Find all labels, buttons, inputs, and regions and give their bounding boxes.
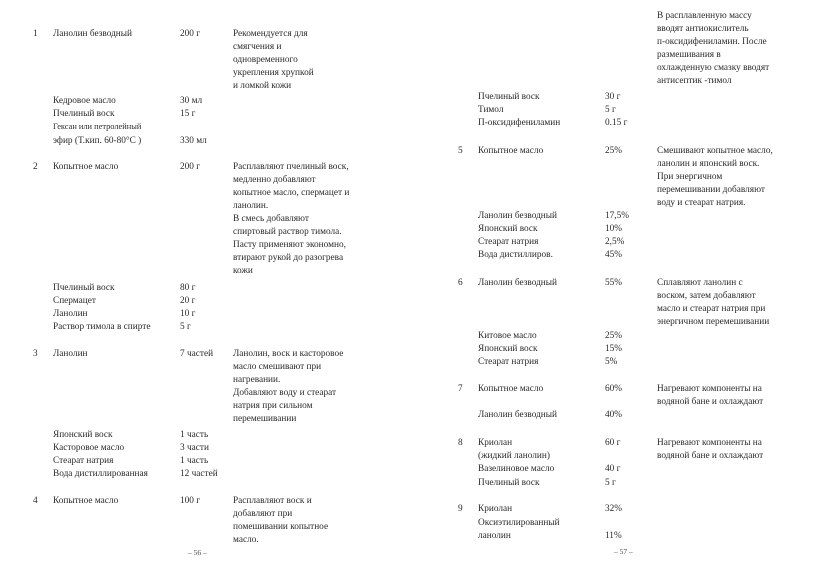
ingredient-amount: 60% (605, 384, 623, 394)
ingredient-name: Ланолин безводный (478, 410, 558, 420)
ingredient-amount: 25% (605, 146, 623, 156)
ingredient-name: Спермацет (53, 296, 96, 306)
ingredient-name: Копытное масло (53, 496, 119, 506)
ingredient-name: Пчелиный воск (478, 478, 540, 488)
ingredient-name-cont: (жидкий ланолин) (478, 451, 550, 461)
ingredient-amount: 200 г (180, 29, 201, 39)
recipe-number: 6 (458, 278, 463, 288)
recipe-number: 2 (33, 162, 38, 172)
ingredient-name: Ланолин (53, 349, 88, 359)
ingredient-amount: 32% (605, 504, 623, 514)
ingredient-name: Вазелиновое масло (478, 464, 555, 474)
ingredient-amount: 60 г (605, 438, 621, 448)
ingredient-amount: 55% (605, 278, 623, 288)
ingredient-name: Японский воск (478, 344, 538, 354)
ingredient-amount: 10% (605, 224, 623, 234)
ingredient-amount: 11% (605, 531, 622, 541)
ingredient-amount: 80 г (180, 283, 196, 293)
ingredient-amount: 30 г (605, 92, 621, 102)
ingredient-amount: 5 г (605, 105, 616, 115)
ingredient-amount: 200 г (180, 162, 201, 172)
ingredient-amount: 12 частей (180, 469, 218, 479)
ingredient-amount: 15% (605, 344, 623, 354)
ingredient-name: Стеарат натрия (478, 237, 539, 247)
ingredient-amount: 45% (605, 250, 623, 260)
ingredient-amount: 1 часть (180, 456, 209, 466)
recipe-number: 9 (458, 504, 463, 514)
ingredient-amount: 330 мл (180, 136, 207, 146)
ingredient-amount: 25% (605, 331, 623, 341)
ingredient-name: Японский воск (53, 430, 113, 440)
ingredient-amount: 7 частей (180, 349, 214, 359)
ingredient-name: Касторовое масло (53, 443, 125, 453)
ingredient-name: Японский воск (478, 224, 538, 234)
ingredient-name: Ланолин безводный (478, 278, 558, 288)
ingredient-amount: 5 г (180, 322, 191, 332)
ingredient-name: Раствор тимола в спирте (53, 322, 151, 332)
page-number: – 57 – (614, 547, 633, 556)
ingredient-amount: 100 г (180, 496, 201, 506)
recipe-number: 8 (458, 438, 463, 448)
book-spread: 1 Ланолин безводный 200 г Рекомендуется для смягчения и одновременного укрепления хрупкой и ломкой кожи Кедровое масло 30 мл Пчелиный воск 15 г Гексан или петролейный эфир (Т.кип. 60-80°С ) 330 мл 2 Копытное масло 200 г Расплавляют пчелиный воск, медленно добавляют копытное масло, спермацет и ланолин. В смесь добавляют спиртовый раствор тимола. Пасту применяют экономно, втирают рукой до разогрева кожи Пчелиный воск 80 г Спермацет 20 г Ланолин 10 г Раствор тимола в спирте 5 г 3 Ланолин 7 частей Ланолин, воск и касторовое масло смешивают при нагревании. Добавляют воду и стеарат натрия при сильном перемешивании Японский воск 1 часть Касторовое масло 3 части Стеарат натрия 1 часть Вода дистиллированная 12 частей 4 Копытное масло 100 г Расплавляют воск и добавляют при помешивании копытное масло. – 56 – В расплавленную массу вводят антиокислитель п-оксидифениламин. После размешивания в охлажденную смазку вводят антисептик -тимол Пчелиный воск 30 г Тимол 5 г П-оксидифениламин 0.15 г 5 Копытное масло 25% Смешивают копытное масло, ланолин и японский воск. При энергичном перемешивании добавляют воду и стеарат натрия. Ланолин безводный 17,5% Японский воск 10% Стеарат натрия 2,5% Вода дистиллиров. 45% 6 Ланолин безводный 55% Сплавляют ланолин с воском, затем добавляют масло и стеарат натрия при энергичном перемешивании Китовое масло 25% Японский воск 15% Стеарат натрия 5% 7 Копытное масло 60% Нагревают компоненты на водяной бане и охлаждают Ланолин безводный 40% 8 Криолан 60 г (жидкий ланолин) Нагревают компоненты на водяной бане и охлаждают Вазелиновое масло 40 г Пчелиный воск 5 г 9 Криолан 32% Оксиэтилированный ланолин 11% – 57 – (33, 11, 773, 557)
ingredient-name: Китовое масло (478, 331, 537, 341)
ingredient-name: Оксиэтилированный (478, 518, 560, 528)
ingredient-name: Тимол (478, 105, 504, 115)
ingredient-name: Вода дистиллиров. (478, 250, 553, 260)
ingredient-name-cont: ланолин (478, 531, 511, 541)
ingredient-name: Пчелиный воск (53, 109, 115, 119)
ingredient-amount: 1 часть (180, 430, 209, 440)
ingredient-amount: 15 г (180, 109, 196, 119)
ingredient-name: Ланолин безводный (478, 211, 558, 221)
ingredient-amount: 40 г (605, 464, 621, 474)
ingredient-amount: 20 г (180, 296, 196, 306)
ingredient-amount: 2,5% (605, 237, 625, 247)
ingredient-name-cont: эфир (Т.кип. 60-80°С ) (53, 136, 142, 146)
ingredient-name: Копытное масло (478, 146, 544, 156)
recipe-number: 4 (33, 496, 38, 506)
ingredient-name: Пчелиный воск (478, 92, 540, 102)
ingredient-amount: 30 мл (180, 96, 203, 106)
ingredient-name: Копытное масло (478, 384, 544, 394)
ingredient-name: Криолан (478, 504, 513, 514)
ingredient-name: Кедровое масло (53, 96, 116, 106)
ingredient-amount: 17,5% (605, 211, 630, 221)
recipe-number: 7 (458, 384, 463, 394)
ingredient-name: Копытное масло (53, 162, 119, 172)
ingredient-name: Ланолин безводный (53, 29, 133, 39)
recipe-number: 3 (33, 349, 38, 359)
ingredient-name: Стеарат натрия (53, 456, 114, 466)
ingredient-amount: 0.15 г (605, 118, 628, 128)
ingredient-amount: 5% (605, 357, 618, 367)
ingredient-name: П-оксидифениламин (478, 118, 561, 128)
ingredient-name: Гексан или петролейный (53, 122, 142, 131)
ingredient-amount: 3 части (180, 443, 209, 453)
ingredient-amount: 5 г (605, 478, 616, 488)
recipe-number: 1 (33, 29, 38, 39)
ingredient-name: Криолан (478, 438, 513, 448)
ingredient-name: Ланолин (53, 309, 88, 319)
ingredient-amount: 10 г (180, 309, 196, 319)
ingredient-name: Вода дистиллированная (53, 469, 148, 479)
recipe-number: 5 (458, 146, 463, 156)
ingredient-name: Стеарат натрия (478, 357, 539, 367)
ingredient-name: Пчелиный воск (53, 283, 115, 293)
ingredient-amount: 40% (605, 410, 623, 420)
page-number: – 56 – (188, 548, 207, 557)
